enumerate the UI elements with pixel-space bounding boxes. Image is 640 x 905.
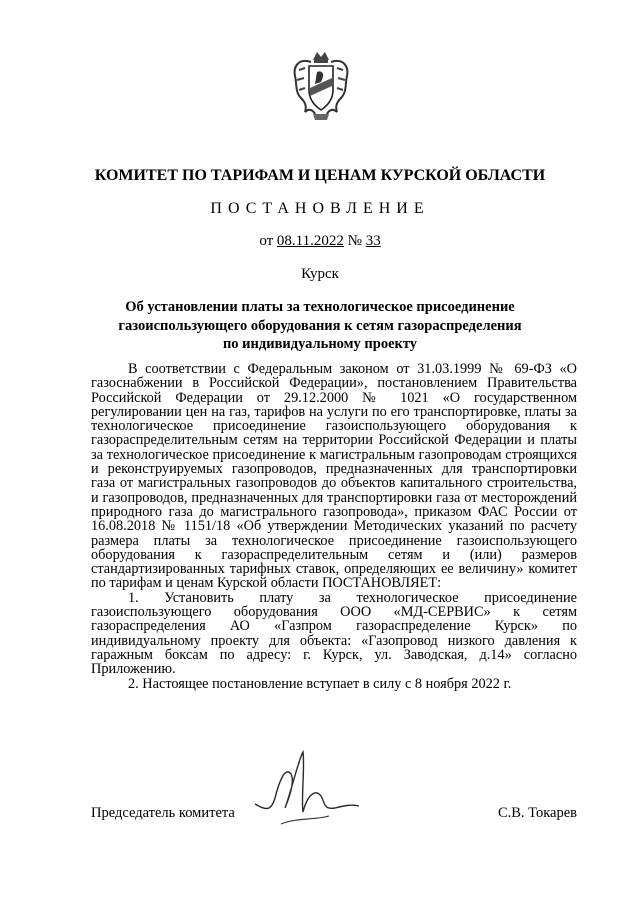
coat-of-arms-icon: [291, 48, 351, 124]
city: Курск: [301, 266, 339, 282]
number-sign: №: [343, 233, 366, 249]
title-line: Об установлении платы за технологическое присоединение: [125, 299, 515, 315]
document-number: 33: [365, 233, 381, 249]
handwritten-signature: [245, 738, 375, 838]
title-line: газоиспользующего оборудования к сетям газораспределения: [118, 317, 522, 334]
date-line: [0, 231, 640, 251]
committee-name: КОМИТЕТ ПО ТАРИФАМ И ЦЕНАМ КУРСКОЙ ОБЛАСТИ: [94, 167, 546, 184]
preamble-paragraph: В соответствии с Федеральным законом от 31.03.1999 № 69-ФЗ «О газоснабжении в Российской Федерации», постановлением Правительства Российской Федерации от 29.12.2000 № 1021 «О государственном регулировании цен на газ, тарифов на услуги по его транспортировке, платы за технологическое присоединение газоиспользующего оборудования к газораспределительным сетям на территории Российской Федерации и платы за технологическое присоединение к магистральным газопроводам строящихся и реконструируемых газопроводов, предназначенных для транспортировки газа от магистральных газопроводов до объектов капитального строительства, и газопроводов, предназначенных для транспортировки газа от месторождений природного газа до магистрального газопровода», приказом ФАС России от 16.08.2018 № 1151/18 «Об утверждении Методических указаний по расчету размера платы за технологическое присоединение газоиспользующего оборудования к газораспределительным сетям и (или) размеров стандартизированных тарифных ставок, определяющих ее величину» комитет по тарифам и ценам Курской области ПОСТАНОВЛЯЕТ:: [91, 361, 577, 592]
resolution-item-2: 2. Настоящее постановление вступает в силу с 8 ноября 2022 г.: [128, 675, 512, 692]
document-type: ПОСТАНОВЛЕНИЕ: [210, 200, 430, 217]
signatory-position: Председатель комитета: [91, 805, 235, 821]
date-prefix: от: [259, 233, 277, 249]
signatory-name: С.В. Токарев: [497, 805, 577, 821]
document-title: [110, 298, 530, 354]
signature-block: [91, 803, 577, 823]
title-line: по индивидуальному проекту: [222, 336, 418, 352]
resolution-item-1: 1. Установить плату за технологическое присоединение газоиспользующего оборудования ООО «МД-СЕРВИС» к сетям газораспределения АО «Газпром газораспределение Курск» по индивидуальному проекту для объекта: «Газопровод низкого давления к гаражным боксам по адресу: г. Курск, ул. Заводская, д.14» согласно Приложению.: [91, 589, 577, 678]
document-date: 08.11.2022: [276, 233, 344, 249]
document-body: [91, 362, 577, 691]
